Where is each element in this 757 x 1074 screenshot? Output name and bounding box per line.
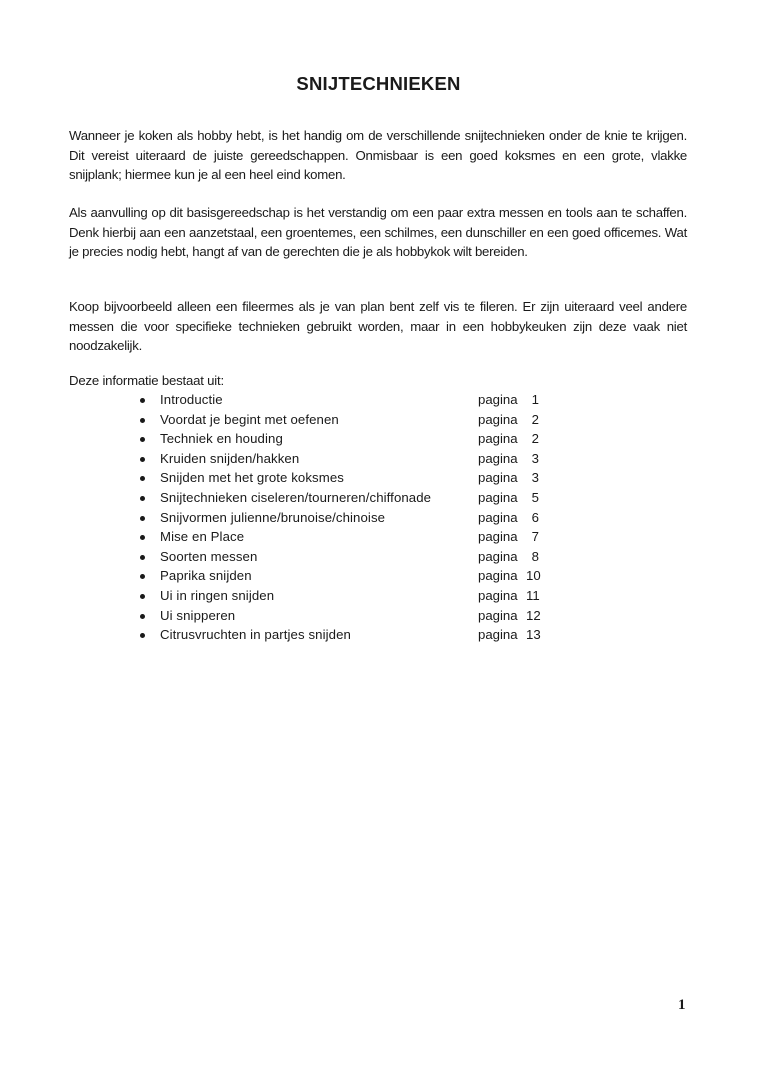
bullet-icon [140,457,145,462]
toc-item-label: Citrusvruchten in partjes snijden [160,627,351,643]
toc-page-word: pagina [478,568,518,584]
toc-page-word: pagina [478,587,518,603]
toc-page-word: pagina [478,509,518,525]
bullet-icon [140,437,145,442]
toc-item [132,449,552,469]
bullet-icon [140,535,145,540]
toc-item [132,586,552,606]
table-of-contents [132,390,552,645]
toc-item [132,527,552,547]
paragraph-fileermes: Koop bijvoorbeeld alleen een fileermes als je van plan bent zelf vis te fileren. Er zijn uiteraard veel andere messen die voor specifieke technieken gebruikt worden, maar in een hobbykeuken zijn deze vaak niet noodzakelijk. [69,299,687,353]
bullet-icon [140,574,145,579]
toc-item-label: Kruiden snijden/hakken [160,450,300,466]
toc-item [132,429,552,449]
toc-intro: Deze informatie bestaat uit: [69,373,224,388]
toc-page-word: pagina [478,548,518,564]
toc-item [132,625,552,645]
toc-item-label: Snijtechnieken ciseleren/tourneren/chiffonade [160,489,432,505]
toc-item [132,468,552,488]
toc-page-number: 13 [526,627,541,643]
toc-item-label: Techniek en houding [160,431,283,447]
toc-item-label: Ui in ringen snijden [160,587,275,603]
bullet-icon [140,418,145,423]
toc-page-word: pagina [478,450,518,466]
toc-item-label: Soorten messen [160,548,258,564]
toc-page-number: 3 [531,450,539,466]
toc-page-word: pagina [478,411,518,427]
bullet-icon [140,476,145,481]
paragraph-tools: Als aanvulling op dit basisgereedschap is het verstandig om een paar extra messen en tools aan te schaffen. Denk hierbij aan een aanzetstaal, een groentemes, een schilmes, een dunschiller en een goed officemes. Wat je precies nodig hebt, hangt af van de gerechten die je als hobbykok wilt bereiden. [69,205,687,259]
bullet-icon [140,496,145,501]
toc-page-word: pagina [478,627,518,643]
toc-item-label: Ui snipperen [160,607,236,623]
toc-item-label: Snijvormen julienne/brunoise/chinoise [160,509,386,525]
paragraph-intro: Wanneer je koken als hobby hebt, is het handig om de verschillende snijtechnieken onder de knie te krijgen. Dit vereist uiteraard de juiste gereedschappen. Onmisbaar is een goed koksmes en een grote, vlakke snijplank; hiermee kun je al een heel eind komen. [69,128,687,182]
toc-page-number: 2 [531,431,539,447]
toc-page-word: pagina [478,392,518,407]
bullet-icon [140,516,145,521]
page-number: 1 [678,997,686,1013]
toc-item [132,606,552,626]
page-title: SNIJTECHNIEKEN [296,73,461,94]
toc-item [132,547,552,567]
toc-page-number: 12 [526,607,541,623]
toc-page-number: 8 [531,548,539,564]
toc-page-number: 10 [526,568,541,584]
toc-page-word: pagina [478,529,518,545]
bullet-icon [140,594,145,599]
toc-page-word: pagina [478,431,518,447]
bullet-icon [140,555,145,560]
toc-page-number: 2 [531,411,539,427]
toc-item [132,410,552,430]
toc-item [132,508,552,528]
toc-page-number: 7 [531,529,539,545]
toc-page-number: 3 [531,470,539,486]
toc-item [132,488,552,508]
toc-page-number: 11 [526,587,540,603]
toc-page-number: 6 [531,509,539,525]
toc-page-word: pagina [478,470,518,486]
bullet-icon [140,633,145,638]
toc-page-word: pagina [478,607,518,623]
bullet-icon [140,614,145,619]
toc-item-label: Voordat je begint met oefenen [160,411,339,427]
toc-item-label: Introductie [160,392,223,407]
toc-page-word: pagina [478,489,518,505]
toc-item-label: Snijden met het grote koksmes [160,470,344,486]
toc-item [132,566,552,586]
toc-page-number: 1 [531,392,539,407]
toc-item-label: Paprika snijden [160,568,252,584]
toc-item-label: Mise en Place [160,529,245,545]
toc-page-number: 5 [531,489,539,505]
bullet-icon [140,398,145,403]
toc-item [132,390,552,410]
